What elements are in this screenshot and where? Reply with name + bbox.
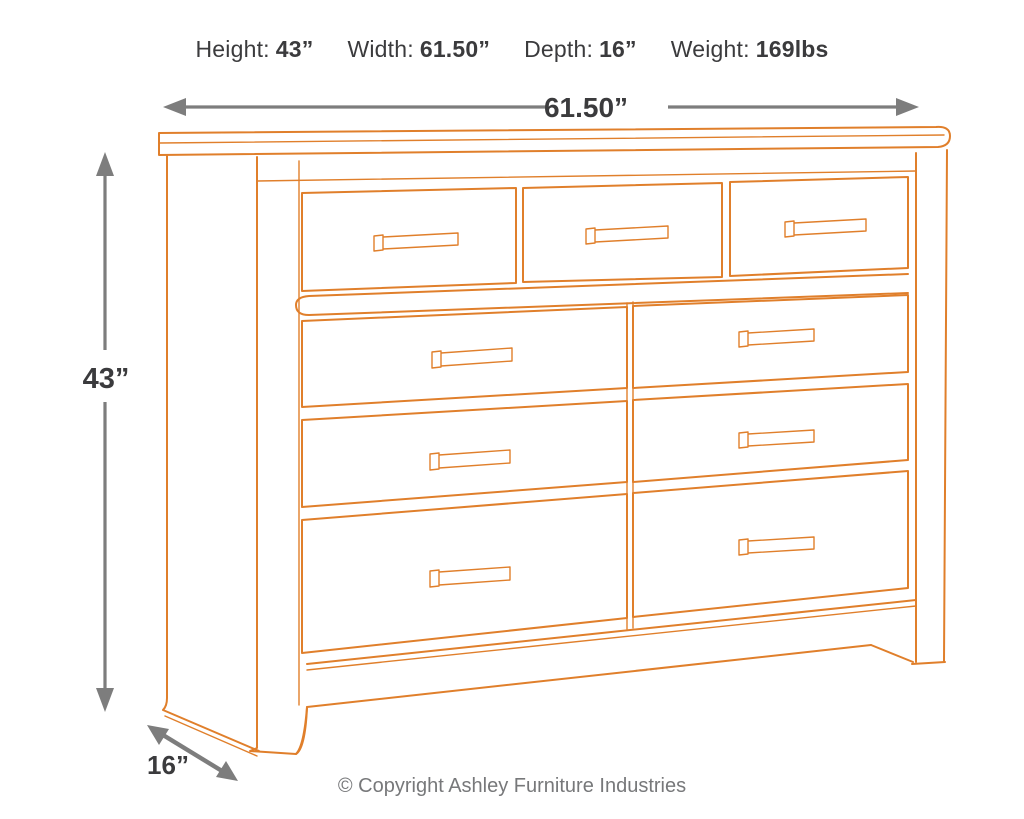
- drawer-right-3: [633, 471, 908, 617]
- dresser-right-foot: [871, 645, 913, 662]
- drawer-handle: [739, 430, 814, 448]
- drawer-top-left: [302, 188, 516, 291]
- spec-weight-label: Weight:: [670, 36, 750, 62]
- height-dimension-label: 43”: [82, 363, 130, 395]
- drawer-handle: [739, 537, 814, 555]
- drawer-top-right: [730, 177, 908, 276]
- depth-dimension-label: 16”: [147, 750, 189, 780]
- drawer-handle: [785, 219, 866, 237]
- drawer-handle: [586, 226, 668, 244]
- arrow-head-left-icon: [163, 98, 186, 116]
- arrow-head-right-icon: [896, 98, 919, 116]
- dresser-bottom-rail: [296, 600, 916, 754]
- spec-width-label: Width:: [347, 36, 414, 62]
- dresser-face-frame: [257, 150, 947, 705]
- width-dimension-label: 61.50”: [543, 92, 629, 123]
- spec-height-label: Height:: [195, 36, 270, 62]
- drawer-handle: [374, 233, 458, 251]
- dresser-left-side-panel: [163, 156, 307, 756]
- spec-weight-value: 169lbs: [755, 36, 829, 62]
- dresser-drawing: [159, 127, 950, 756]
- drawer-left-3: [302, 494, 627, 653]
- spec-height-value: 43”: [275, 36, 314, 62]
- drawer-handle: [430, 450, 510, 470]
- arrow-head-up-icon: [96, 152, 114, 176]
- drawer-left-2: [302, 401, 627, 507]
- drawer-top-center: [523, 183, 722, 282]
- copyright-notice: © Copyright Ashley Furniture Industries: [337, 775, 687, 797]
- depth-dimension-arrow: [147, 725, 238, 781]
- drawer-left-1: [302, 307, 627, 407]
- drawer-handle: [432, 348, 512, 368]
- drawer-handle: [430, 567, 510, 587]
- height-dimension-arrow: [83, 152, 130, 712]
- width-dimension-arrow: [163, 92, 919, 123]
- spec-depth-value: 16”: [599, 36, 637, 62]
- arrow-head-down-icon: [96, 688, 114, 712]
- drawer-right-1: [633, 295, 908, 388]
- drawer-handle: [739, 329, 814, 347]
- dresser-top-slab: [159, 127, 950, 155]
- spec-depth-label: Depth:: [524, 36, 594, 62]
- spec-width-value: 61.50”: [419, 36, 491, 62]
